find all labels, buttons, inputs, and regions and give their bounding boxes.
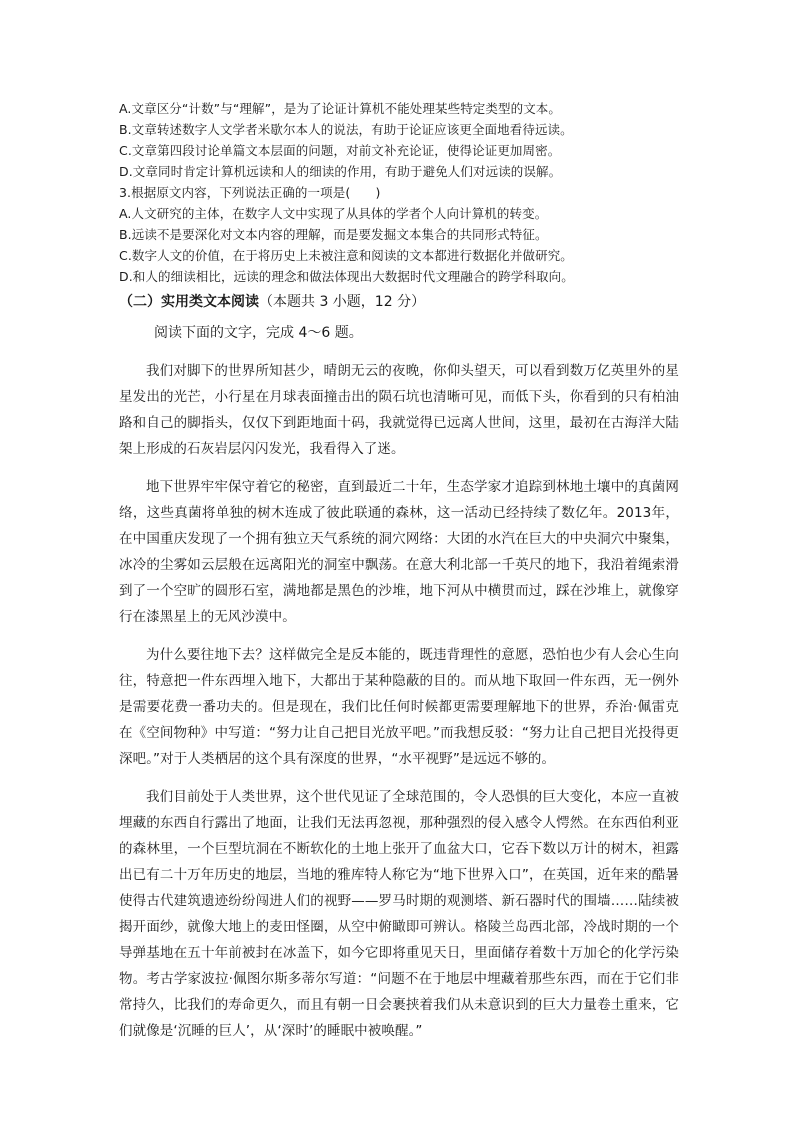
q3-option-a: A.人文研究的主体，在数字人文中实现了从具体的学者个人向计算机的转变。 xyxy=(119,206,548,221)
passage-paragraph-4: 我们目前处于人类世界，这个世代见证了全球范围的，令人恐惧的巨大变化，本应一直被埋藏的东西自行露出了地面，让我们无法再忽视，那种强烈的侵入感令人愕然。在东西伯利亚的森林里，一个巨型坑洞在不断软化的土地上张开了血盆大口，它吞下数以万计的树木，袒露出已有二十万年历史的地层，当地的雅库特人称它为“地下世界入口”，在英国，近年来的酷暑使得古代建筑遗迹纷纷闯进人们的视野——罗马时期的观测塔、新石器时代的围墙……陆续被揭开面纱，就像大地上的麦田怪圈，从空中俯瞰即可辨认。格陵兰岛西北部，冷战时期的一个导弹基地在五十年前被封在冰盖下，如今它即将重见天日，里面储存着数十万加仑的化学污染物。考古学家波拉·佩图尔斯多蒂尔写道：“问题不在于地层中埋藏着那些东西，而在于它们非常持久，比我们的寿命更久，而且有朝一日会裹挟着我们从未意识到的巨大力量卷土重来，它们就像是‘沉睡的巨人’，从‘深时’的睡眠中被唤醒。” xyxy=(119,789,679,1039)
q2-option-c: C.文章第四段讨论单篇文本层面的问题，对前文补充论证，使得论证更加周密。 xyxy=(119,143,561,158)
section-heading xyxy=(119,290,679,314)
section-title: （二）实用类文本阅读 xyxy=(119,294,259,310)
q3-option-d: D.和人的细读相比，远读的理念和做法体现出大数据时代文理融合的跨学科取向。 xyxy=(119,269,574,284)
q2-option-a: A.文章区分“计数”与“理解”，是为了论证计算机不能处理某些特定类型的文本。 xyxy=(119,101,562,116)
section-instruction: 阅读下面的文字，完成 4～6 题。 xyxy=(154,325,363,341)
exam-page xyxy=(119,98,679,1044)
q2-option-b: B.文章转述数字人文学者米歇尔本人的说法，有助于论证应该更全面地看待远读。 xyxy=(119,122,573,137)
question-3 xyxy=(119,182,679,287)
q3-option-c: C.数字人文的价值，在于将历史上未被注意和阅读的文本都进行数据化并做研究。 xyxy=(119,248,573,263)
passage-paragraph-1: 我们对脚下的世界所知甚少，晴朗无云的夜晚，你仰头望天，可以看到数万亿英里外的星星发出的光芒，小行星在月球表面撞击出的陨石坑也清晰可见，而低下头，你看到的只有柏油路和自己的脚指头，仅仅下到距地面十码，我就觉得已远离人世间，这里，最初在古海洋大陆架上形成的石灰岩层闪闪发光，我看得入了迷。 xyxy=(119,363,679,457)
q3-stem: 3.根据原文内容，下列说法正确的一项是( ) xyxy=(119,185,381,200)
passage-paragraph-2: 地下世界牢牢保守着它的秘密，直到最近二十年，生态学家才追踪到林地土壤中的真菌网络，这些真菌将单独的树木连成了彼此联通的森林，这一活动已经持续了数亿年。2013年，在中国重庆发现了一个拥有独立天气系统的洞穴网络：大团的水汽在巨大的中央洞穴中聚集，冰冷的尘雾如云层般在远离阳光的洞室中飘荡。在意大利北部一千英尺的地下，我沿着绳索滑到了一个空旷的圆形石室，满地都是黑色的沙堆，地下河从中横贯而过，踩在沙堆上，就像穿行在漆黑星上的无风沙漠中。 xyxy=(119,479,679,625)
passage-paragraph-3: 为什么要往地下去？这样做完全是反本能的，既违背理性的意愿，恐怕也少有人会心生向往，特意把一件东西埋入地下，大都出于某种隐蔽的目的。而从地下取回一件东西，无一例外是需要花费一番功夫的。但是现在，我们比任何时候都更需要理解地下的世界，乔治·佩雷克在《空间物种》中写道：“努力让自己把目光放平吧。”而我想反驳：“努力让自己把目光投得更深吧。”对于人类栖居的这个具有深度的世界，“水平视野”是远远不够的。 xyxy=(119,647,679,767)
question-2-options xyxy=(119,98,679,182)
reading-passage xyxy=(119,358,679,1044)
section-note: （本题共 3 小题，12 分） xyxy=(259,294,426,310)
q3-option-b: B.远读不是要深化对文本内容的理解，而是要发掘文本集合的共同形式特征。 xyxy=(119,227,548,242)
q2-option-d: D.文章同时肯定计算机远读和人的细读的作用，有助于避免人们对远读的误解。 xyxy=(119,164,562,179)
